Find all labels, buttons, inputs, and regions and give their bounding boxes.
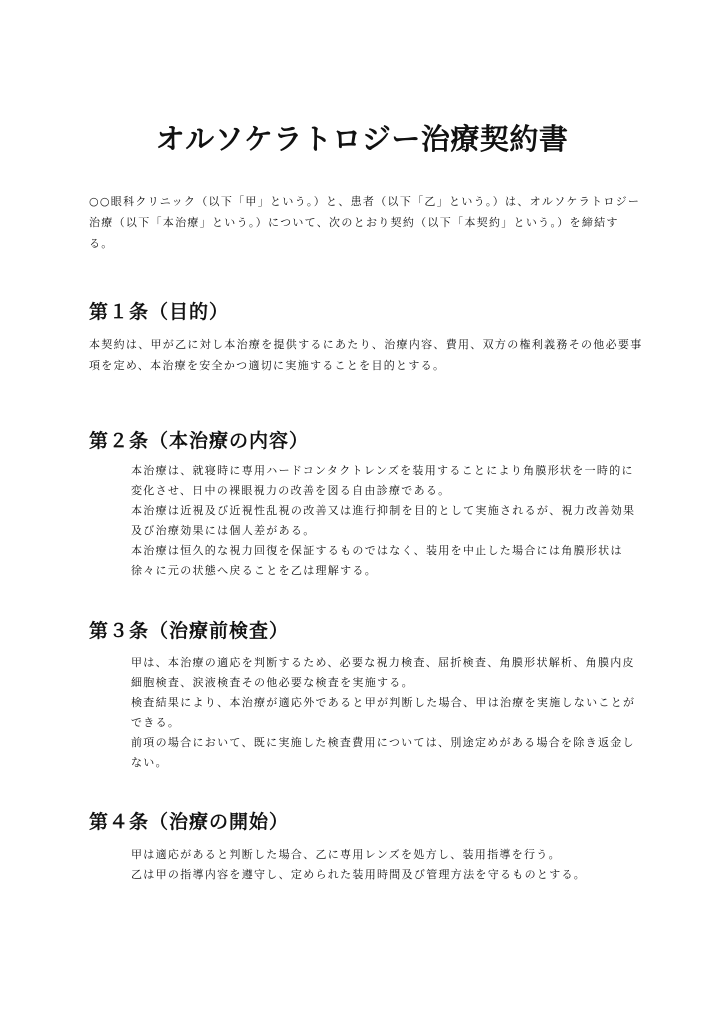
article-4-item-2: 乙は甲の指導内容を遵守し、定められた装用時間及び管理方法を守るものとする。 bbox=[131, 868, 587, 881]
article-3-item-1: 甲は、本治療の適応を判断するため、必要な視力検査、屈折検査、角膜形状解析、角膜内皮細胞検査、涙液検査その他必要な検査を実施する。 bbox=[131, 656, 635, 689]
article-1-body: 本契約は、甲が乙に対し本治療を提供するにあたり、治療内容、費用、双方の権利義務その他必要事項を定め、本治療を安全かつ適切に実施することを目的とする。 bbox=[89, 338, 643, 372]
article-2-item-3: 本治療は恒久的な視力回復を保証するものではなく、装用を中止した場合には角膜形状は徐々に元の状態へ戻ることを乙は理解する。 bbox=[131, 544, 623, 577]
article-3-items bbox=[131, 653, 641, 773]
article-2-item-1: 本治療は、就寝時に専用ハードコンタクトレンズを装用することにより角膜形状を一時的に変化させ、日中の裸眼視力の改善を図る自由診療である。 bbox=[131, 464, 634, 497]
article-2-heading: 第２条（本治療の内容） bbox=[89, 430, 310, 452]
article-4-item-1: 甲は適応があると判断した場合、乙に専用レンズを処方し、装用指導を行う。 bbox=[131, 848, 561, 861]
article-4-items bbox=[131, 845, 641, 885]
intro-paragraph: ○○眼科クリニック（以下「甲」という。）と、患者（以下「乙」という。）は、オルソケラトロジー治療（以下「本治療」という。）について、次のとおり契約（以下「本契約」という。）を締結する。 bbox=[89, 195, 641, 250]
article-2-item-2: 本治療は近視及び近視性乱視の改善又は進行抑制を目的として実施されるが、視力改善効果及び治療効果には個人差がある。 bbox=[131, 504, 636, 537]
article-4-heading: 第４条（治療の開始） bbox=[89, 811, 290, 833]
article-2-items bbox=[131, 461, 641, 581]
article-3-heading: 第３条（治療前検査） bbox=[89, 620, 290, 642]
article-3-item-2: 検査結果により、本治療が適応外であると甲が判断した場合、甲は治療を実施しないことができる。 bbox=[131, 696, 636, 729]
document-title: オルソケラトロジー治療契約書 bbox=[155, 122, 569, 156]
article-1-heading: 第１条（目的） bbox=[89, 301, 230, 323]
article-3-item-3: 前項の場合において、既に実施した検査費用については、別途定めがある場合を除き返金しない。 bbox=[131, 736, 635, 769]
